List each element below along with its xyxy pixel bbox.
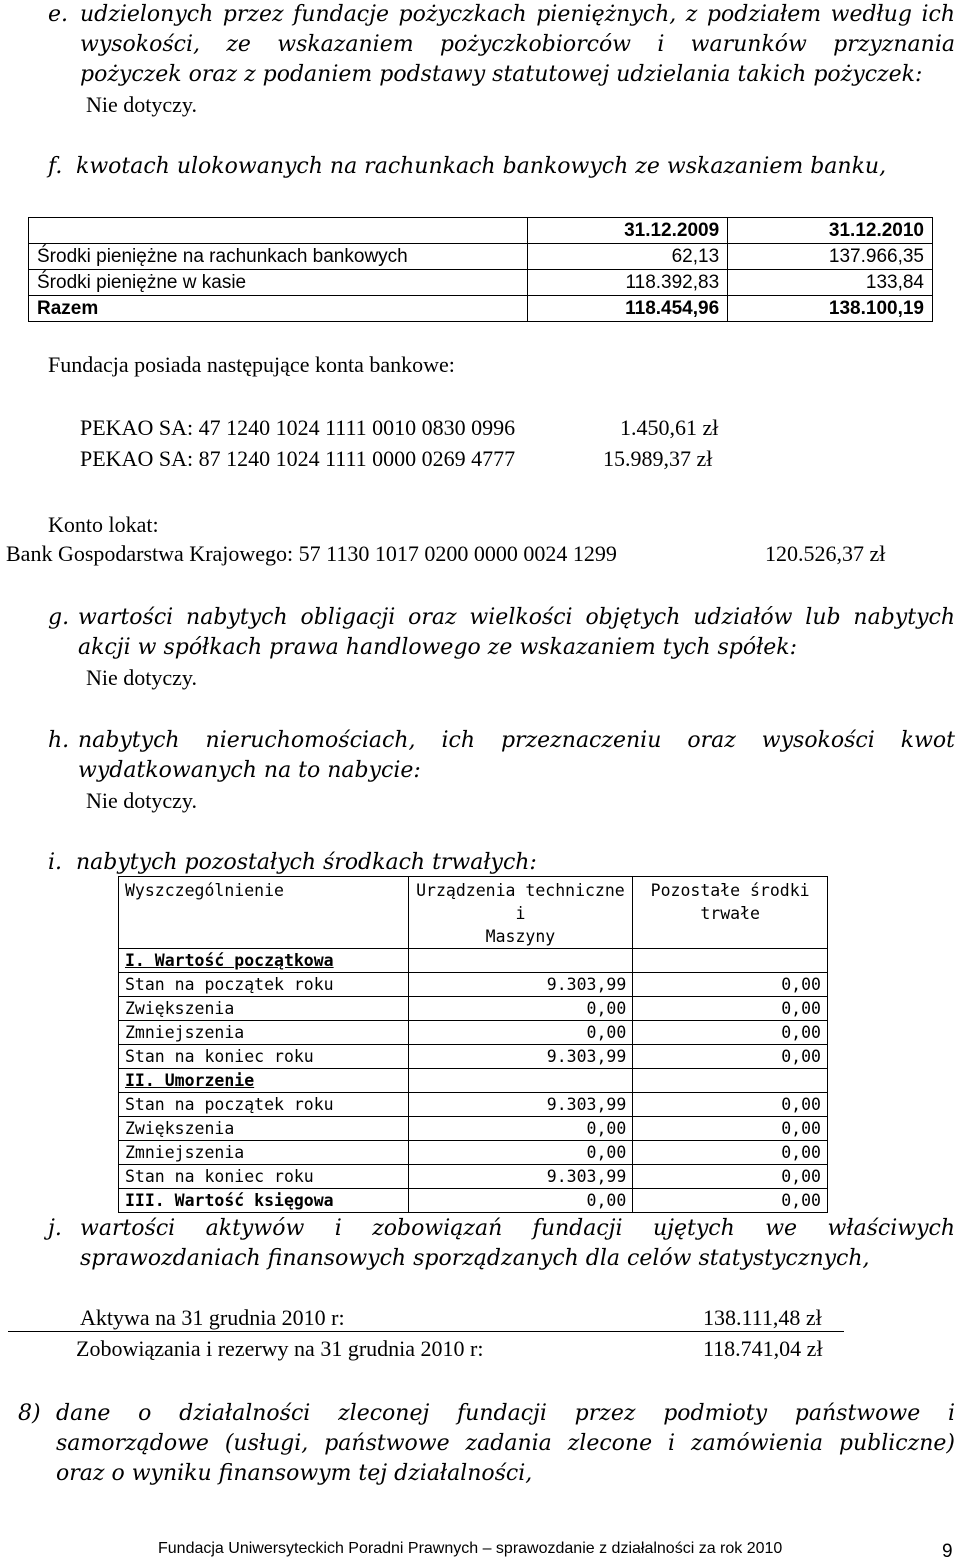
accounts-intro: Fundacja posiada następujące konta bankowe: <box>48 352 455 377</box>
table-cell: 0,00 <box>633 973 828 997</box>
table-cell: 0,00 <box>408 1021 633 1045</box>
section-h-line2: wydatkowanych na to nabycie: <box>78 758 421 783</box>
table-cell <box>633 1069 828 1093</box>
table-cell: 137.966,35 <box>728 244 933 270</box>
account-label: PEKAO SA: 47 1240 1024 1111 0010 0830 0996 <box>80 415 516 440</box>
table-header-row <box>119 877 828 949</box>
liabilities-label: Zobowiązania i rezerwy na 31 grudnia 2010 r: <box>76 1336 484 1361</box>
section-e-answer: Nie dotyczy. <box>86 92 197 117</box>
section-j-line1: wartości aktywów i zobowiązań fundacji ujętych we właściwych <box>80 1216 955 1241</box>
header-label: i <box>515 904 526 923</box>
section-j-letter: j. <box>48 1216 62 1241</box>
deposit-amount: 120.526,37 zł <box>765 541 886 566</box>
table-cell: 9.303,99 <box>408 1045 633 1069</box>
table-row <box>119 1093 828 1117</box>
section-8-number: 8) <box>18 1401 41 1426</box>
table-cell <box>119 1189 409 1213</box>
table-cell <box>119 1069 409 1093</box>
table-cell: 62,13 <box>528 244 728 270</box>
table-cell: Stan na koniec roku <box>119 1045 409 1069</box>
table-cell: 31.12.2009 <box>528 218 728 244</box>
table-cell: 0,00 <box>633 997 828 1021</box>
header-label: Maszyny <box>485 927 556 946</box>
table-cell: Zwiększenia <box>119 997 409 1021</box>
table-cell: 9.303,99 <box>408 1165 633 1189</box>
row-label: I. Wartość początkowa <box>125 951 334 970</box>
table-header-cell <box>119 877 409 949</box>
header-label: trwałe <box>700 904 760 923</box>
table-header-cell <box>408 877 633 949</box>
table-cell: Stan na początek roku <box>119 1093 409 1117</box>
table-cell: 0,00 <box>408 1141 633 1165</box>
header-label: Urządzenia techniczne <box>416 881 625 900</box>
table-total-row <box>29 296 933 322</box>
table-row <box>29 244 933 270</box>
section-h-answer: Nie dotyczy. <box>86 788 197 813</box>
table-cell <box>408 949 633 973</box>
section-e-line1: udzielonych przez fundacje pożyczkach pieniężnych, z podziałem według ich <box>80 2 955 27</box>
liabilities-value: 118.741,04 zł <box>703 1336 823 1361</box>
table-cell: 0,00 <box>633 1117 828 1141</box>
table-header-cell <box>633 877 828 949</box>
table-row <box>119 1117 828 1141</box>
section-e-letter: e. <box>48 2 69 27</box>
table-section-row <box>119 949 828 973</box>
section-8-line1: dane o działalności zleconej fundacji przez podmioty państwowe i <box>56 1401 955 1426</box>
table-cell: 0,00 <box>408 1117 633 1141</box>
table-cell <box>633 949 828 973</box>
section-g-letter: g. <box>48 605 70 630</box>
table-cell: 0,00 <box>633 1189 828 1213</box>
table-cell: 0,00 <box>633 1141 828 1165</box>
table-header-row <box>29 218 933 244</box>
section-f-letter: f. <box>48 154 63 179</box>
section-h-line1: nabytych nieruchomościach, ich przeznaczeniu oraz wysokości kwot <box>78 728 955 753</box>
table-cell: 0,00 <box>408 997 633 1021</box>
table-row <box>119 1021 828 1045</box>
table-cell: Zmniejszenia <box>119 1021 409 1045</box>
table-section-row <box>119 1069 828 1093</box>
table-cell: 118.392,83 <box>528 270 728 296</box>
section-g-line1: wartości nabytych obligacji oraz wielkości objętych udziałów lub nabytych <box>78 605 955 630</box>
assets-value: 138.111,48 zł <box>703 1305 822 1330</box>
section-h-letter: h. <box>48 728 70 753</box>
account-amount: 1.450,61 zł <box>620 415 719 440</box>
section-i-letter: i. <box>48 850 63 875</box>
account-label: PEKAO SA: 87 1240 1024 1111 0000 0269 4777 <box>80 446 516 471</box>
section-g-line2: akcji w spółkach prawa handlowego ze wskazaniem tych spółek: <box>78 635 797 660</box>
table-cell: 0,00 <box>633 1165 828 1189</box>
header-label: Wyszczególnienie <box>125 881 284 900</box>
section-i-title: nabytych pozostałych środkach trwałych: <box>76 850 537 875</box>
table-cell: 133,84 <box>728 270 933 296</box>
table-cell: 9.303,99 <box>408 973 633 997</box>
assets-body <box>119 949 828 1213</box>
header-label: Pozostałe środki <box>650 881 810 900</box>
section-f-title: kwotach ulokowanych na rachunkach bankowych ze wskazaniem banku, <box>76 154 887 179</box>
table-cell: 31.12.2010 <box>728 218 933 244</box>
section-g-answer: Nie dotyczy. <box>86 665 197 690</box>
account-amount: 15.989,37 zł <box>603 446 713 471</box>
section-8-line3: oraz o wyniku finansowym tej działalności, <box>56 1461 533 1486</box>
table-row <box>119 973 828 997</box>
table-cell: Razem <box>29 296 528 322</box>
fixed-assets-table <box>118 876 828 1213</box>
table-cell <box>119 949 409 973</box>
page-number: 9 <box>942 1541 953 1562</box>
section-e-line3: pożyczek oraz z podaniem podstawy statutowej udzielania takich pożyczek: <box>80 62 923 87</box>
table-cell: Stan na początek roku <box>119 973 409 997</box>
table-cell: Zmniejszenia <box>119 1141 409 1165</box>
table-cell <box>29 218 528 244</box>
divider <box>8 1331 844 1332</box>
section-e-line2: wysokości, ze wskazaniem pożyczkobiorców i warunków przyznania <box>80 32 955 57</box>
deposit-title: Konto lokat: <box>48 512 159 537</box>
assets-label: Aktywa na 31 grudnia 2010 r: <box>80 1305 345 1330</box>
table-row <box>119 1141 828 1165</box>
table-cell: 0,00 <box>408 1189 633 1213</box>
section-8-line2: samorządowe (usługi, państwowe zadania zlecone i zamówienia publiczne) <box>56 1431 955 1456</box>
table-cell: 9.303,99 <box>408 1093 633 1117</box>
row-label: II. Umorzenie <box>125 1071 255 1090</box>
table-row <box>29 270 933 296</box>
table-cell: Środki pieniężne na rachunkach bankowych <box>29 244 528 270</box>
table-cell: Zwiększenia <box>119 1117 409 1141</box>
table-cell: 0,00 <box>633 1021 828 1045</box>
table-cell: Środki pieniężne w kasie <box>29 270 528 296</box>
table-cell: 118.454,96 <box>528 296 728 322</box>
table-cell: Stan na koniec roku <box>119 1165 409 1189</box>
table-cell: 0,00 <box>633 1093 828 1117</box>
section-j-line2: sprawozdaniach finansowych sporządzanych dla celów statystycznych, <box>80 1246 870 1271</box>
footer-text: Fundacja Uniwersyteckich Poradni Prawnych – sprawozdanie z działalności za rok 2010 <box>158 1540 783 1557</box>
table-cell: 138.100,19 <box>728 296 933 322</box>
table-cell <box>408 1069 633 1093</box>
deposit-label: Bank Gospodarstwa Krajowego: 57 1130 1017 0200 0000 0024 1299 <box>6 541 617 566</box>
table-row <box>119 997 828 1021</box>
table-cell: 0,00 <box>633 1045 828 1069</box>
bank-balances-table <box>28 217 933 322</box>
table-row <box>119 1045 828 1069</box>
table-row <box>119 1165 828 1189</box>
row-label: III. Wartość księgowa <box>125 1191 334 1210</box>
table-row <box>119 1189 828 1213</box>
